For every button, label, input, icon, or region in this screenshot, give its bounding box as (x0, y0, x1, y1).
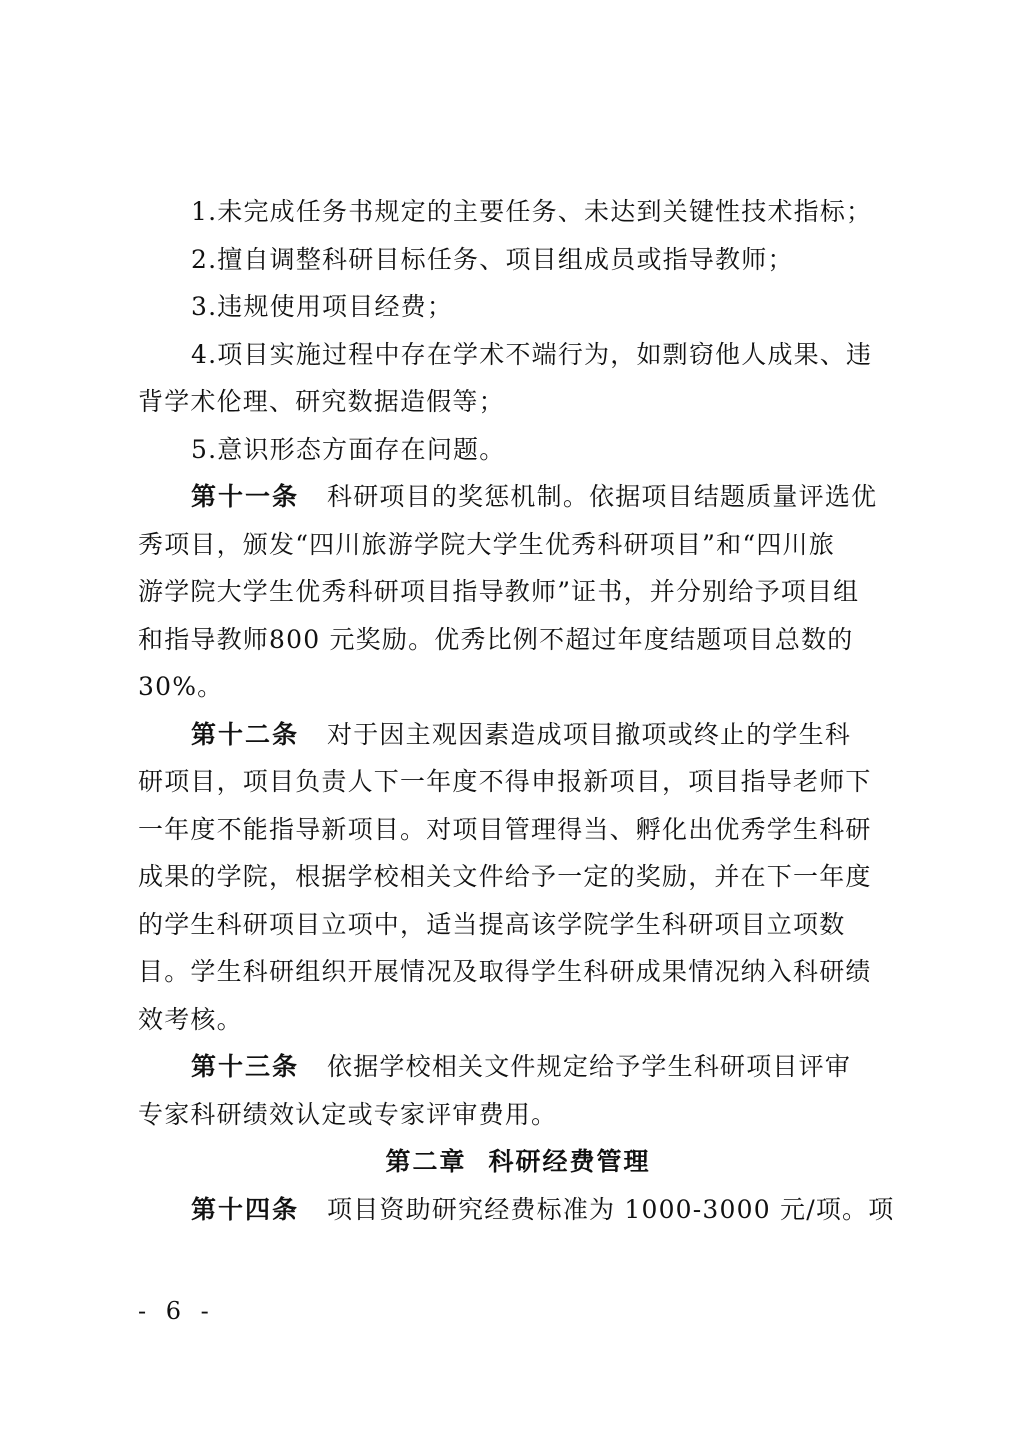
article-11-line: 30%。 (138, 672, 224, 701)
article-11-line: 游学院大学生优秀科研项目指导教师”证书，并分别给予项目组 (138, 577, 860, 606)
article-text: 依据学校相关文件规定给予学生科研项目评审 (327, 1052, 852, 1081)
list-item: 3.违规使用项目经费； (191, 292, 454, 321)
list-item: 1.未完成任务书规定的主要任务、未达到关键性技术指标； (191, 197, 873, 226)
list-item: 4.项目实施过程中存在学术不端行为，如剽窃他人成果、违 (191, 339, 873, 369)
list-item: 5.意识形态方面存在问题。 (191, 434, 506, 464)
article-12-line: 研项目，项目负责人下一年度不得申报新项目，项目指导老师下 (138, 767, 872, 796)
article-14-first-line (138, 1186, 898, 1234)
article-13-first-line (138, 1043, 898, 1091)
document-body (138, 188, 898, 1233)
article-12-first-line (138, 711, 898, 759)
article-12-line: 一年度不能指导新项目。对项目管理得当、孵化出优秀学生科研 (138, 814, 872, 844)
page-number: - 6 - (138, 1297, 215, 1325)
article-text: 项目资助研究经费标准为 1000-3000 元/项。项 (327, 1194, 895, 1224)
article-label: 第十一条 (191, 482, 300, 511)
article-label: 第十三条 (191, 1052, 300, 1081)
article-label: 第十二条 (191, 719, 300, 749)
article-12-line: 目。学生科研组织开展情况及取得学生科研成果情况纳入科研绩 (138, 957, 872, 986)
chapter-number: 第二章 (385, 1147, 467, 1176)
article-label: 第十四条 (191, 1194, 300, 1224)
chapter-heading (138, 1138, 898, 1186)
chapter-title: 科研经费管理 (488, 1147, 651, 1176)
article-text: 科研项目的奖惩机制。依据项目结题质量评选优 (327, 482, 878, 511)
article-text: 对于因主观因素造成项目撤项或终止的学生科 (327, 719, 852, 749)
article-12-line: 效考核。 (138, 1004, 243, 1034)
list-item: 2.擅自调整科研目标任务、项目组成员或指导教师； (191, 244, 794, 274)
list-item-continuation: 背学术伦理、研究数据造假等； (138, 387, 505, 416)
article-12-line: 的学生科研项目立项中，适当提高该学院学生科研项目立项数 (138, 909, 846, 939)
article-11-line: 和指导教师800 元奖励。优秀比例不超过年度结题项目总数的 (138, 624, 854, 654)
article-11-first-line (138, 473, 898, 521)
article-11-line: 秀项目，颁发“四川旅游学院大学生优秀科研项目”和“四川旅 (138, 529, 835, 559)
article-12-line: 成果的学院，根据学校相关文件给予一定的奖励，并在下一年度 (138, 862, 872, 891)
article-13-line: 专家科研绩效认定或专家评审费用。 (138, 1099, 558, 1129)
